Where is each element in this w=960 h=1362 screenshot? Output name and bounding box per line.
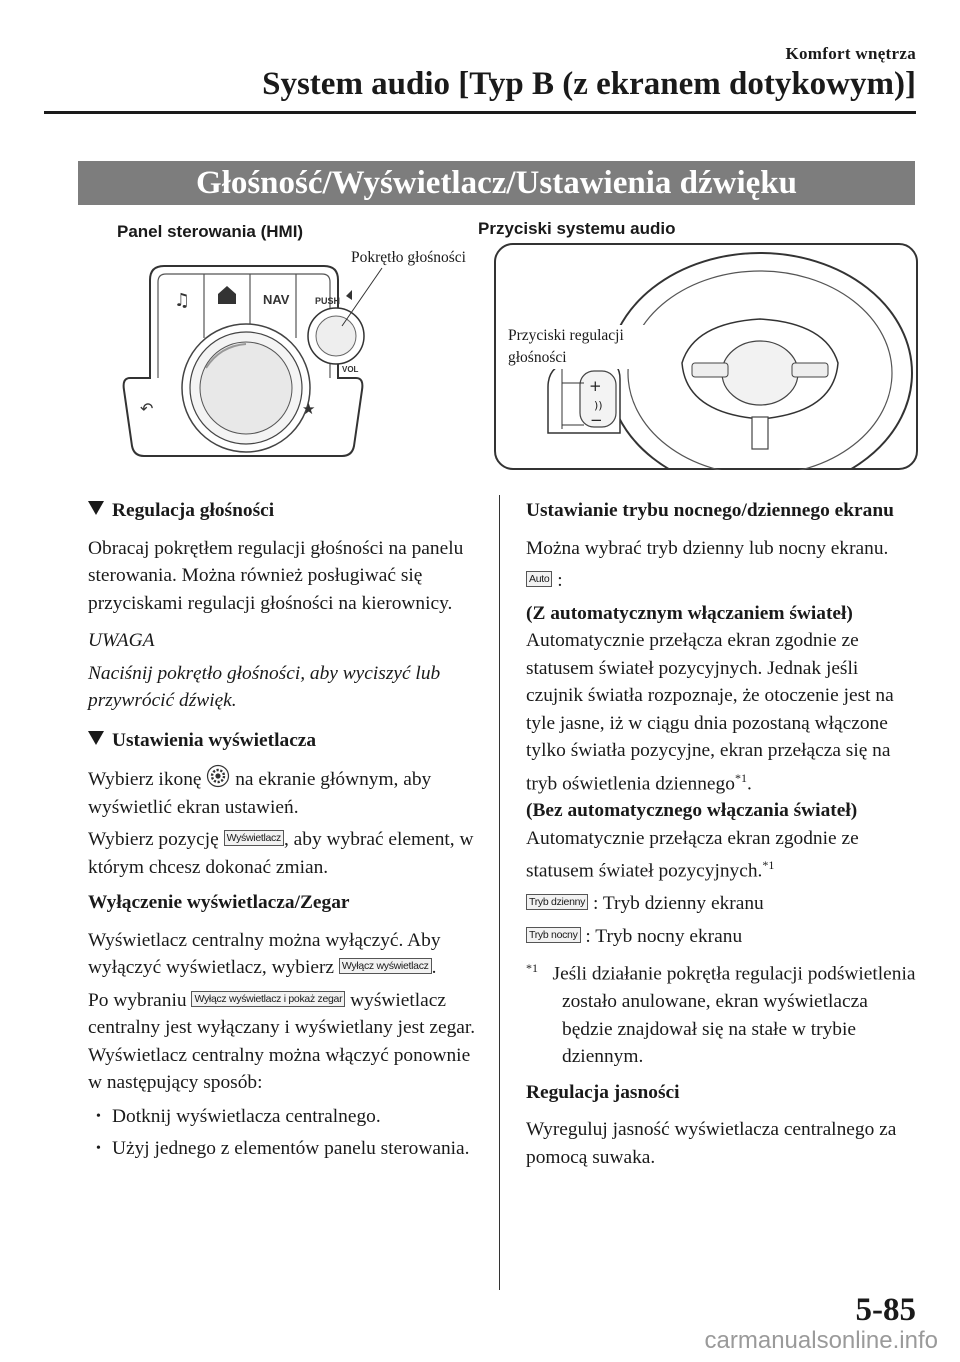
push-label: PUSH: [315, 296, 341, 306]
volume-buttons-callout: Przyciski regulacji głośności: [508, 325, 658, 369]
control-panel-illustration: [110, 260, 410, 460]
section-banner: Głośność/Wyświetlacz/Ustawienia dźwięku: [78, 161, 915, 205]
night-day-paragraph: Można wybrać tryb dzienny lub nocny ekranu.: [526, 537, 889, 559]
display-settings-paragraph-2: Wybierz pozycję Wyświetlacz , aby wybrać element, w którym chcesz dokonać zmian.: [88, 829, 474, 878]
triangle-bullet-icon: [88, 501, 104, 515]
watermark: carmanualsonline.info: [704, 1327, 938, 1354]
voice-icon: )): [594, 399, 603, 412]
nav-label: NAV: [263, 292, 290, 307]
header-rule: [44, 111, 916, 114]
chapter-title: System audio [Typ B (z ekranem dotykowym)]: [262, 66, 916, 102]
night-mode-chip: Tryb nocny: [526, 927, 581, 943]
auto-option: Auto :: [526, 567, 918, 595]
display-on-paragraph: Wyświetlacz centralny można włączyć ponownie w następujący sposób:: [88, 1044, 471, 1093]
volume-paragraph: Obracaj pokrętłem regulacji głośności na panelu sterowania. Można również posługiwać się przyciskami regulacji głośności na kierownicy.: [88, 537, 464, 614]
note-text: Naciśnij pokrętło głośności, aby wyciszyć lub przywrócić dźwięk.: [88, 662, 441, 711]
auto-paragraph-1: Automatycznie przełącza ekran zgodnie ze statusem świateł pozycyjnych. Jednak jeśli czujnik światła rozpoznaje, że otoczenie jest na tyle jasne, iż w ciągu dnia pozostaną włączone tylko światła pozycyjne, ekran przełącza się na tryb oświetlenia dziennego$^{*1}$.: [526, 630, 894, 794]
auto-heading-with-auto-lights: (Z automatycznym włączaniem świateł): [526, 602, 853, 624]
heading-volume: Regulacja głośności: [88, 497, 488, 525]
right-column: [526, 497, 918, 1176]
heading-brightness: Regulacja jasności: [526, 1081, 680, 1103]
audio-buttons-label: Przyciski systemu audio: [478, 219, 676, 238]
display-off-paragraph-2: Po wybraniu Wyłącz wyświetlacz i pokaż zegar wyświetlacz centralny jest wyłączany i wyświetlany jest zegar.: [88, 989, 476, 1038]
brightness-paragraph: Wyreguluj jasność wyświetlacza centralnego za pomocą suwaka.: [526, 1119, 897, 1168]
auto-chip: Auto: [526, 571, 552, 587]
svg-text:−: −: [590, 411, 603, 429]
display-off-clock-chip: Wyłącz wyświetlacz i pokaż zegar: [191, 991, 345, 1007]
heading-display-settings: Ustawienia wyświetlacza: [88, 727, 488, 755]
volume-knob-callout: Pokrętło głośności: [351, 249, 466, 266]
mute-icon: [346, 290, 352, 300]
note-title: UWAGA: [88, 630, 155, 651]
display-chip: Wyświetlacz: [224, 830, 284, 846]
vol-label: VOL: [342, 365, 359, 374]
column-divider: [499, 495, 500, 1290]
auto-paragraph-2: Automatycznie przełącza ekran zgodnie ze statusem świateł pozycyjnych.$^{*1}$: [526, 827, 859, 882]
music-icon: ♫: [174, 290, 191, 311]
day-mode-option: Tryb dzienny : Tryb dzienny ekranu: [526, 890, 918, 918]
bullet-item: • Użyj jednego z elementów panelu sterowania.: [88, 1135, 488, 1163]
heading-display-off-clock: Wyłączenie wyświetlacza/Zegar: [88, 892, 350, 913]
display-settings-paragraph-1: Wybierz ikonę na ekranie głównym, aby wyświetlić ekran ustawień.: [88, 764, 488, 821]
heading-night-day-mode: Ustawianie trybu nocnego/dziennego ekranu: [526, 500, 894, 521]
night-mode-option: Tryb nocny : Tryb nocny ekranu: [526, 923, 918, 951]
hmi-panel-label: Panel sterowania (HMI): [117, 222, 304, 241]
bullet-item: • Dotknij wyświetlacza centralnego.: [88, 1103, 488, 1131]
gear-icon: [206, 764, 230, 788]
left-column: [88, 497, 488, 1168]
section-name: Komfort wnętrza: [785, 44, 916, 63]
display-off-chip: Wyłącz wyświetlacz: [339, 958, 432, 974]
triangle-bullet-icon: [88, 731, 104, 745]
auto-heading-without-auto-lights: (Bez automatycznego włączania świateł): [526, 800, 858, 822]
day-mode-chip: Tryb dzienny: [526, 894, 588, 910]
favorite-star-icon: ★: [302, 400, 316, 418]
back-icon: ↶: [140, 399, 154, 418]
footnote: $^{*1}$ Jeśli działanie pokrętła regulacji podświetlenia zostało anulowane, ekran wyświetlacza będzie znajdował się na stałe w trybie dziennym.: [526, 961, 916, 1068]
svg-text:+: +: [589, 377, 602, 395]
page-number: 5-85: [855, 1292, 916, 1328]
display-off-paragraph-1: Wyświetlacz centralny można wyłączyć. Aby wyłączyć wyświetlacz, wybierz Wyłącz wyświetlacz .: [88, 929, 441, 978]
